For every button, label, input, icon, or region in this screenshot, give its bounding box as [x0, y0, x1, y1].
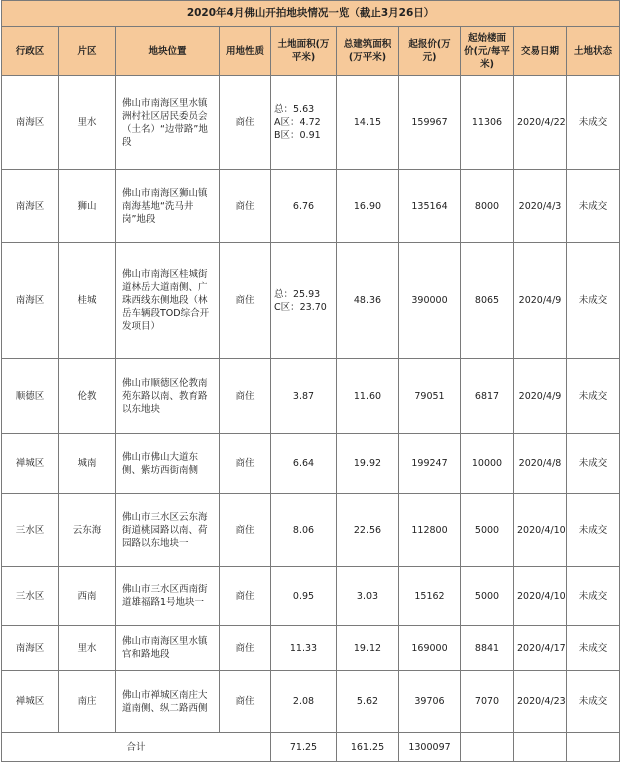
total-land-area: 71.25: [271, 733, 337, 762]
table-row: [2, 626, 620, 671]
start-price-cell: 79051: [399, 359, 461, 434]
location-cell: 佛山市南海区狮山镇南海基地“洗马井岗”地段: [116, 170, 220, 243]
district-cell: 南海区: [2, 626, 59, 671]
header-area-name: 片区: [59, 27, 116, 76]
date-cell: 2020/4/8: [514, 434, 567, 494]
location-cell: 佛山市三水区云东海街道桃园路以南、荷园路以东地块一: [116, 494, 220, 567]
status-cell: 未成交: [567, 243, 620, 359]
land-area-cell: [271, 243, 337, 359]
start-price-cell: 15162: [399, 567, 461, 626]
area-name-cell: 西南: [59, 567, 116, 626]
usage-cell: 商住: [220, 76, 271, 170]
floor-price-cell: 7070: [461, 671, 514, 733]
location-cell: 佛山市南海区桂城街道林岳大道南侧、广珠西线东侧地段（林岳车辆段TOD综合开发项目）: [116, 243, 220, 359]
floor-price-cell: 10000: [461, 434, 514, 494]
header-building-area: 总建筑面积(万平米): [337, 27, 399, 76]
start-price-cell: 199247: [399, 434, 461, 494]
usage-cell: 商住: [220, 494, 271, 567]
total-floor-price: [461, 733, 514, 762]
date-cell: 2020/4/3: [514, 170, 567, 243]
location-cell: 佛山市三水区西南街道雄福路1号地块一: [116, 567, 220, 626]
header-usage: 用地性质: [220, 27, 271, 76]
land-area-cell: 2.08: [271, 671, 337, 733]
floor-price-cell: 11306: [461, 76, 514, 170]
land-area-line: A区：4.72: [274, 117, 321, 128]
land-area-line: B区：0.91: [274, 130, 321, 141]
building-area-cell: 19.92: [337, 434, 399, 494]
date-cell: 2020/4/9: [514, 359, 567, 434]
table-row: [2, 434, 620, 494]
usage-cell: 商住: [220, 671, 271, 733]
start-price-cell: 169000: [399, 626, 461, 671]
usage-cell: 商住: [220, 626, 271, 671]
table-title: 2020年4月佛山开拍地块情况一览（截止3月26日）: [2, 1, 620, 27]
date-cell: 2020/4/17: [514, 626, 567, 671]
header-start-price: 起报价(万元): [399, 27, 461, 76]
land-table-wrapper: [1, 0, 613, 762]
total-label: 合计: [2, 733, 271, 762]
location-cell: 佛山市南海区里水镇洲村社区居民委员会（土名）“边带路”地段: [116, 76, 220, 170]
land-area-line: C区：23.70: [274, 301, 327, 313]
floor-price-cell: 8000: [461, 170, 514, 243]
building-area-cell: 19.12: [337, 626, 399, 671]
land-auction-table: [1, 0, 620, 762]
table-row: [2, 359, 620, 434]
date-cell: 2020/4/10: [514, 494, 567, 567]
floor-price-cell: 8841: [461, 626, 514, 671]
location-cell: 佛山市顺德区伦教南苑东路以南、教育路以东地块: [116, 359, 220, 434]
date-cell: 2020/4/22: [514, 76, 567, 170]
header-location: 地块位置: [116, 27, 220, 76]
start-price-cell: 159967: [399, 76, 461, 170]
land-area-cell: 6.76: [271, 170, 337, 243]
district-cell: 南海区: [2, 243, 59, 359]
start-price-cell: 39706: [399, 671, 461, 733]
district-cell: 南海区: [2, 170, 59, 243]
total-status: [567, 733, 620, 762]
usage-cell: 商住: [220, 243, 271, 359]
total-date: [514, 733, 567, 762]
usage-cell: 商住: [220, 359, 271, 434]
total-building-area: 161.25: [337, 733, 399, 762]
status-cell: 未成交: [567, 626, 620, 671]
header-district: 行政区: [2, 27, 59, 76]
status-cell: 未成交: [567, 359, 620, 434]
land-area-line: 总：5.63: [274, 104, 315, 115]
district-cell: 禅城区: [2, 434, 59, 494]
area-name-cell: 桂城: [59, 243, 116, 359]
area-name-cell: 南庄: [59, 671, 116, 733]
district-cell: 南海区: [2, 76, 59, 170]
land-area-cell: 11.33: [271, 626, 337, 671]
building-area-cell: 5.62: [337, 671, 399, 733]
date-cell: 2020/4/23: [514, 671, 567, 733]
location-cell: 佛山市禅城区南庄大道南侧、纵二路西侧: [116, 671, 220, 733]
header-row: [2, 27, 620, 76]
floor-price-cell: 6817: [461, 359, 514, 434]
table-row: [2, 494, 620, 567]
start-price-cell: 112800: [399, 494, 461, 567]
date-cell: 2020/4/10: [514, 567, 567, 626]
table-row: [2, 671, 620, 733]
land-area-cell: 0.95: [271, 567, 337, 626]
usage-cell: 商住: [220, 170, 271, 243]
land-area-cell: [271, 76, 337, 170]
table-row: [2, 567, 620, 626]
area-name-cell: 里水: [59, 76, 116, 170]
building-area-cell: 11.60: [337, 359, 399, 434]
usage-cell: 商住: [220, 567, 271, 626]
status-cell: 未成交: [567, 494, 620, 567]
total-row: [2, 733, 620, 762]
status-cell: 未成交: [567, 170, 620, 243]
building-area-cell: 48.36: [337, 243, 399, 359]
land-area-cell: 3.87: [271, 359, 337, 434]
building-area-cell: 14.15: [337, 76, 399, 170]
table-row: [2, 243, 620, 359]
area-name-cell: 城南: [59, 434, 116, 494]
status-cell: 未成交: [567, 567, 620, 626]
area-name-cell: 狮山: [59, 170, 116, 243]
status-cell: 未成交: [567, 434, 620, 494]
district-cell: 顺德区: [2, 359, 59, 434]
start-price-cell: 390000: [399, 243, 461, 359]
header-date: 交易日期: [514, 27, 567, 76]
district-cell: 三水区: [2, 494, 59, 567]
building-area-cell: 22.56: [337, 494, 399, 567]
start-price-cell: 135164: [399, 170, 461, 243]
total-start-price: 1300097: [399, 733, 461, 762]
area-name-cell: 伦教: [59, 359, 116, 434]
floor-price-cell: 8065: [461, 243, 514, 359]
table-row: [2, 170, 620, 243]
floor-price-cell: 5000: [461, 567, 514, 626]
table-row: [2, 76, 620, 170]
area-name-cell: 里水: [59, 626, 116, 671]
location-cell: 佛山市佛山大道东侧、紫坊西街南侧: [116, 434, 220, 494]
status-cell: 未成交: [567, 76, 620, 170]
building-area-cell: 16.90: [337, 170, 399, 243]
district-cell: 禅城区: [2, 671, 59, 733]
usage-cell: 商住: [220, 434, 271, 494]
building-area-cell: 3.03: [337, 567, 399, 626]
header-floor-price: 起始楼面价(元/每平米): [461, 27, 514, 76]
status-cell: 未成交: [567, 671, 620, 733]
header-land-area: 土地面积(万平米): [271, 27, 337, 76]
location-cell: 佛山市南海区里水镇官和路地段: [116, 626, 220, 671]
land-area-cell: 6.64: [271, 434, 337, 494]
floor-price-cell: 5000: [461, 494, 514, 567]
land-area-cell: 8.06: [271, 494, 337, 567]
district-cell: 三水区: [2, 567, 59, 626]
area-name-cell: 云东海: [59, 494, 116, 567]
land-area-line: 总：25.93: [274, 288, 321, 300]
date-cell: 2020/4/9: [514, 243, 567, 359]
header-status: 土地状态: [567, 27, 620, 76]
